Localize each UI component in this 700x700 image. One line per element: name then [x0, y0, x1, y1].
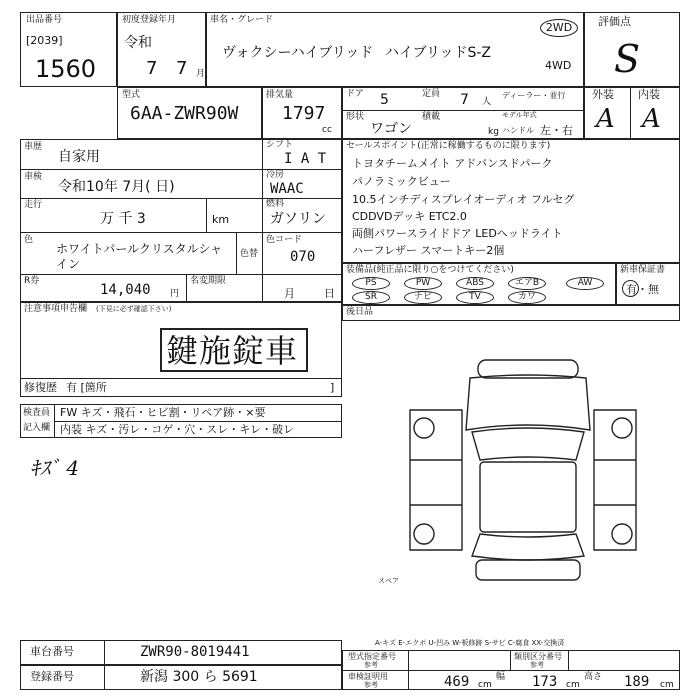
- height-unit: cm: [660, 680, 674, 690]
- door-value: 5: [380, 92, 389, 108]
- warranty-label: 新車保証書: [620, 265, 666, 275]
- score-value: S: [614, 37, 641, 81]
- cat-ref: 参考: [530, 661, 544, 669]
- cat-label: 類別区分番号: [514, 652, 562, 661]
- inspector-fw: FW キズ・飛石・ヒビ割・リペア跡・×要: [60, 406, 266, 419]
- color-change-label: 色替: [240, 249, 259, 259]
- yen-unit: 円: [170, 289, 180, 299]
- equip-sr: SR: [352, 291, 390, 304]
- left-side: [410, 410, 462, 550]
- wheel-front-right: [612, 418, 632, 438]
- car-diagram: [400, 350, 640, 600]
- load-label: 積載: [422, 112, 441, 122]
- equip-pw: PW: [404, 277, 442, 290]
- drive-4wd: 4WD: [545, 59, 572, 72]
- shape-label: 形状: [346, 112, 365, 122]
- shift-value: I A T: [284, 151, 327, 167]
- color-code-value: 070: [290, 249, 316, 265]
- selling-line-5: 両側パワースライドドア LEDヘッドライト: [352, 227, 563, 240]
- selling-line-1: トヨタチームメイト アドバンスドパーク: [352, 157, 553, 170]
- equip-leather: カワ: [508, 291, 546, 304]
- reg-label: 初度登録年月: [122, 15, 177, 25]
- inspect-value: 令和10年 7月( 日): [58, 179, 175, 195]
- ext-label: 外装: [592, 88, 614, 101]
- dim-ref: 参考: [364, 681, 378, 689]
- width-value: 173: [532, 674, 558, 690]
- rear-label: 後日品: [346, 307, 374, 317]
- chassis-label: 車台番号: [30, 645, 74, 658]
- grade: ハイブリッドS-Z: [385, 45, 491, 61]
- recycle-value: 14,040: [100, 282, 151, 298]
- wheel-rear-left: [414, 524, 434, 544]
- width-label: 幅: [496, 672, 506, 682]
- lot-label: 出品番号: [26, 15, 63, 25]
- windshield: [472, 428, 584, 460]
- lot-sub: [2039]: [26, 34, 63, 47]
- chassis-value: ZWR90-8019441: [140, 644, 250, 660]
- reg-month-unit: 月: [196, 69, 206, 79]
- fuel-label: 燃料: [266, 199, 285, 209]
- cap-unit: 人: [482, 97, 492, 107]
- transfer-label: 名変期限: [190, 276, 227, 286]
- equip-navi: ナビ: [404, 291, 442, 304]
- repair-value: 有 [箇所: [66, 381, 107, 394]
- type-spec-label: 型式指定番号: [348, 652, 396, 661]
- history-label: 車歴: [24, 142, 43, 152]
- mileage-label: 走行: [24, 200, 43, 210]
- ac-label: 冷房: [266, 170, 285, 180]
- equip-label: 装備品(純正品に限り○をつけてください): [346, 265, 514, 275]
- recycle-label: R券: [24, 276, 40, 286]
- selling-line-3: 10.5インチディスプレイオーディオ フルセグ: [352, 193, 575, 206]
- ac-value: WAAC: [270, 181, 304, 197]
- color-label: 色: [24, 235, 34, 245]
- model-label: 型式: [122, 90, 141, 100]
- equip-airbag: エアB: [508, 277, 546, 290]
- equip-ps: PS: [352, 277, 390, 290]
- length-unit: cm: [478, 680, 492, 690]
- lot-number: 1560: [35, 55, 97, 83]
- name-label: 車名・グレード: [210, 15, 274, 25]
- door-label: ドア: [346, 89, 364, 99]
- rear-box: [342, 305, 680, 321]
- roof: [480, 462, 576, 532]
- score-label: 評価点: [598, 15, 631, 28]
- stamp-text: 鍵施錠車: [166, 332, 299, 370]
- width-unit: cm: [566, 680, 580, 690]
- wheel-front-left: [414, 418, 434, 438]
- cap-value: 7: [460, 92, 469, 108]
- plate-value: 新潟 300 ら 5691: [140, 669, 258, 685]
- reg-era: 令和: [124, 35, 152, 51]
- fuel-value: ガソリン: [270, 211, 326, 227]
- height-value: 189: [624, 674, 650, 690]
- transfer-month: 月: [284, 287, 295, 300]
- color-code-label: 色コード: [266, 235, 303, 245]
- type-spec-ref: 参考: [364, 661, 378, 669]
- selling-line-6: ハーフレザー スマートキー2個: [352, 244, 505, 257]
- plate-label: 登録番号: [30, 670, 74, 683]
- mileage-value: 万 千 3: [100, 211, 146, 227]
- height-label: 高さ: [584, 672, 603, 682]
- load-unit: kg: [488, 127, 499, 137]
- warranty-circle: [622, 280, 639, 297]
- rear-bumper: [476, 560, 580, 580]
- handle-label: ハンドル: [502, 126, 534, 135]
- notes-label: 注意事項申告欄: [24, 304, 88, 314]
- dim-label: 車検証明用: [348, 672, 388, 681]
- handwritten-note: ｷｽﾞ 4: [30, 456, 80, 480]
- selling-label: セールスポイント(正常に稼働するものに限ります): [346, 141, 551, 151]
- ext-grade: A: [596, 104, 615, 134]
- warranty-value: 有・無: [626, 283, 659, 296]
- repair-label: 修復歴: [24, 381, 57, 394]
- selling-line-4: CDDVDデッキ ETC2.0: [352, 210, 467, 223]
- right-side: [594, 410, 636, 550]
- handle-value: 左・右: [540, 124, 573, 137]
- km-unit: km: [212, 213, 230, 226]
- dealer-label: ディーラー・並行: [502, 91, 566, 100]
- cap-label: 定員: [422, 89, 441, 99]
- equip-tv: TV: [456, 291, 494, 304]
- shift-label: シフト: [266, 140, 294, 150]
- color-value: ホワイトパールクリスタルシャイン: [56, 242, 223, 271]
- equip-abs: ABS: [456, 277, 494, 290]
- notes-sub: (下見に必ず確認下さい): [96, 305, 172, 313]
- car-name: ヴォクシーハイブリッド: [222, 45, 374, 61]
- shape-value: ワゴン: [370, 121, 412, 137]
- model-year-label: モデル年式: [502, 111, 537, 119]
- model-value: 6AA-ZWR90W: [130, 103, 239, 124]
- cc-label: 排気量: [266, 90, 294, 100]
- int-label: 内装: [638, 88, 660, 101]
- cc-unit: cc: [322, 125, 332, 135]
- hood: [466, 375, 590, 430]
- history-value: 自家用: [58, 149, 100, 165]
- reg-month: 7: [176, 58, 188, 79]
- transfer-day: 日: [324, 287, 335, 300]
- drive-2wd: 2WD: [540, 19, 578, 37]
- cc-value: 1797: [282, 103, 326, 124]
- selling-line-2: パノラミックビュー: [352, 175, 451, 188]
- repair-bracket: ]: [330, 381, 335, 394]
- int-grade: A: [642, 104, 661, 134]
- equip-aw: AW: [566, 277, 604, 290]
- inspector-int: 内装 キズ・汚レ・コゲ・穴・スレ・キレ・破レ: [60, 423, 295, 436]
- damage-legend: A-キズ E-エクボ U-凹み W-板修跡 S-サビ C-腐食 XX-交換済: [375, 639, 565, 647]
- length-value: 469: [444, 674, 470, 690]
- reg-year: 7: [146, 58, 158, 79]
- spare-label: スペア: [378, 577, 399, 585]
- inspect-label: 車検: [24, 172, 43, 182]
- inspector-label: 検査員記入欄: [23, 408, 51, 433]
- rear-glass: [472, 534, 584, 560]
- wheel-rear-right: [612, 524, 632, 544]
